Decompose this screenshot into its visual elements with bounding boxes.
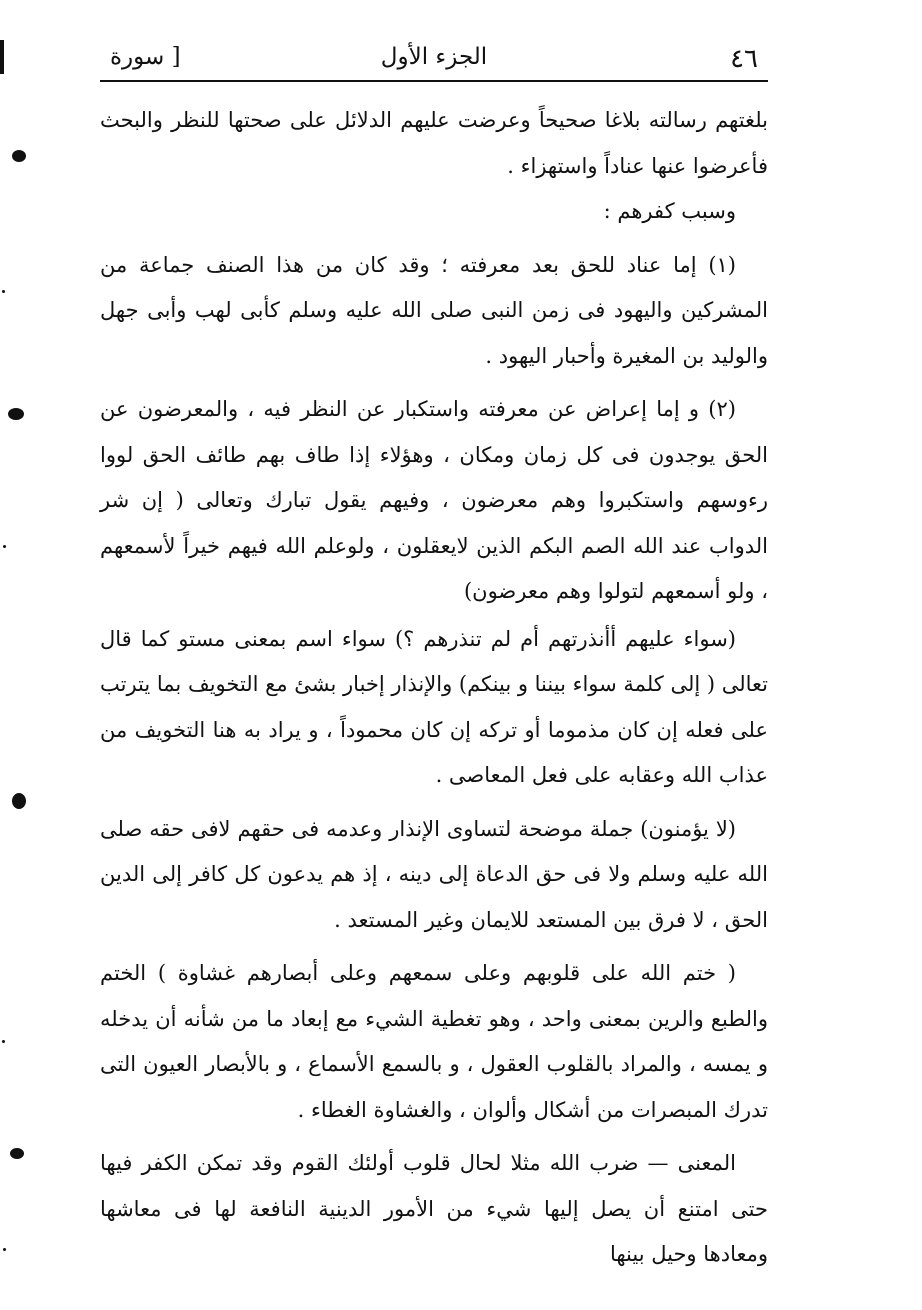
scan-edge-mark	[0, 40, 4, 74]
scan-speck	[12, 150, 26, 162]
scan-speck	[12, 793, 26, 809]
page-number: ٤٦	[730, 44, 758, 74]
scan-speck	[3, 1248, 6, 1251]
paragraph: (١) إما عناد للحق بعد معرفته ؛ وقد كان من هذا الصنف جماعة من المشركين واليهود فى زمن النبى صلى الله عليه وسلم كأبى لهب وأبى جهل والوليد بن المغيرة وأحبار اليهود .	[100, 252, 768, 368]
header-rule	[100, 80, 768, 82]
paragraph: وسبب كفرهم :	[603, 199, 736, 223]
paragraph: بلغتهم رسالته بلاغا صحيحاً وعرضت عليهم الدلائل على صحتها للنظر والبحث فأعرضوا عنها عناداً واستهزاء .	[100, 108, 768, 178]
scan-speck	[3, 545, 6, 548]
volume-title: الجزء الأول	[380, 44, 488, 70]
scan-speck	[2, 1040, 5, 1043]
scan-speck	[10, 1148, 24, 1159]
paragraph: (سواء عليهم أأنذرتهم أم لم تنذرهم ؟) سواء اسم بمعنى مستو كما قال تعالى ( إلى كلمة سواء بيننا و بينكم) والإنذار إخبار بشئ مع التخويف بما يترتب على فعله إن كان مذموما أو تركه إن كان محموداً ، و يراد به هنا التخويف من عذاب الله وعقابه على فعل المعاصى .	[99, 626, 768, 787]
scan-speck	[2, 290, 5, 293]
page-body	[100, 98, 768, 1278]
paragraph: ( ختم الله على قلوبهم وعلى سمعهم وعلى أبصارهم غشاوة ) الختم والطبع والرين بمعنى واحد ، وهو تغطية الشيء مع إبعاد ما من شأنه أن يدخله و يمسه ، والمراد بالقلوب العقول ، و بالسمع الأسماع ، و بالأبصار العيون التى تدرك المبصرات من أشكال وألوان ، والغشاوة الغطاء .	[100, 961, 768, 1122]
paragraph: (لا يؤمنون) جملة موضحة لتساوى الإنذار وعدمه فى حقهم لافى حقه صلى الله عليه وسلم ولا فى حق الدعاة إلى دينه ، إذ هم يدعون كل كافر إلى الدين الحق ، لا فرق بين المستعد للايمان وغير المستعد .	[100, 816, 768, 932]
paragraph: (٢) و إما إعراض عن معرفته واستكبار عن النظر فيه ، والمعرضون عن الحق يوجدون فى كل زمان ومكان ، وهؤلاء إذا طاف بهم طائف الحق لووا رءوسهم واستكبروا وهم معرضون ، وفيهم يقول تبارك وتعالى ( إن شر الدواب عند الله الصم البكم الذين لايعقلون ، ولوعلم الله فيهم خيراً لأسمعهم ، ولو أسمعهم لتولوا وهم معرضون)	[100, 397, 768, 603]
paragraph: المعنى — ضرب الله مثلا لحال قلوب أولئك القوم وقد تمكن الكفر فيها حتى امتنع أن يصل إليها شيء من الأمور الدينية النافعة لها فى معاشها ومعادها وحيل بينها	[100, 1151, 768, 1266]
surah-label: [ سورة	[110, 44, 181, 70]
page-header	[100, 38, 768, 78]
scan-speck	[8, 408, 24, 420]
